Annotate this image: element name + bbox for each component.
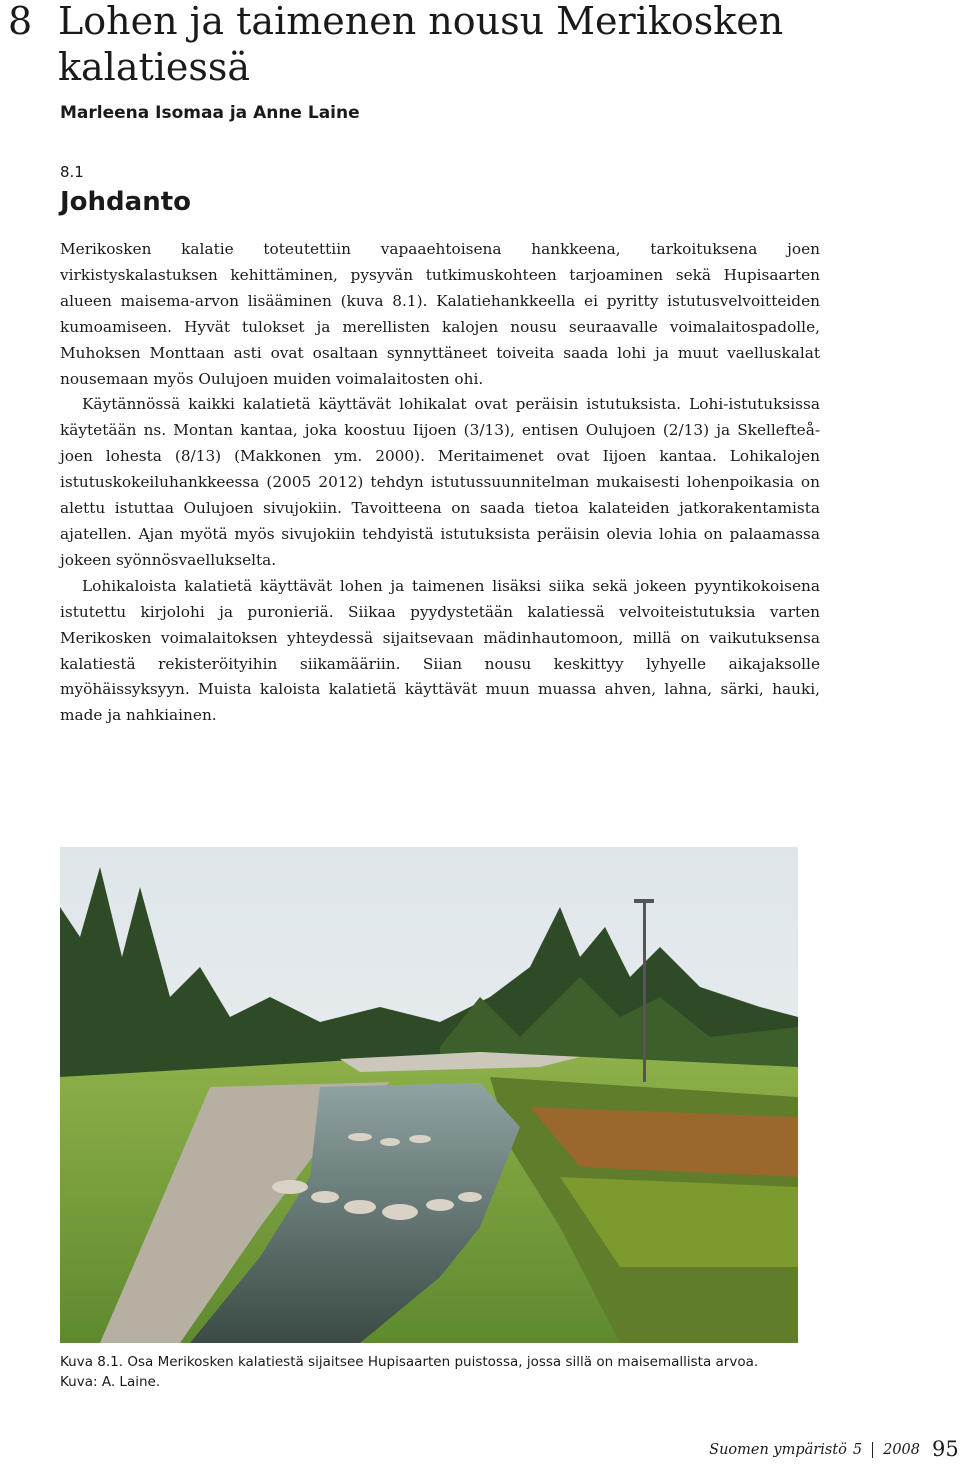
body-text — [60, 237, 820, 729]
chapter-title: Lohen ja taimenen nousu Merikosken kalatiessä — [58, 0, 784, 89]
authors: Marleena Isomaa ja Anne Laine — [60, 103, 360, 123]
section-number: 8.1 — [60, 163, 84, 181]
chapter-number: 8 — [8, 0, 33, 43]
section-title: Johdanto — [60, 187, 192, 217]
figure-photo — [60, 847, 798, 1343]
issue-number: 5 — [852, 1442, 863, 1458]
paragraph: Käytännössä kaikki kalatietä käyttävät lohikalat ovat peräisin istutuksista. Lohi-istutuksissa käytetään ns. Montan kantaa, joka koostuu Iijoen (3/13), entisen Oulujoen (2/13) ja Skellefteå-joen lohesta (8/13) (Makkonen ym. 2000). Meritaimenet ovat Iijoen kantaa. Lohikalojen istutuskokeiluhankkeessa (2005 2012) tehdyn istutussuunnitelman mukaisesti lohenpoikasia on alettu istuttaa Oulujoen sivujokiin. Tavoitteena on saada tietoa kalateiden jatkorakentamista ajatellen. Ajan myötä myös sivujokiin tehdyistä istutuksista peräisin olevia lohia on palaamassa jokeen syönnösvaellukselta. — [60, 395, 820, 569]
caption-credit: Kuva: A. Laine. — [60, 1374, 161, 1390]
caption-line: Kuva 8.1. Osa Merikosken kalatiestä sijaitsee Hupisaarten puistossa, jossa sillä on maisemallista arvoa. — [60, 1354, 759, 1370]
figure-caption — [60, 1352, 860, 1392]
paragraph: Merikosken kalatie toteutettiin vapaaehtoisena hankkeena, tarkoituksena joen virkistyskalastuksen kehittäminen, pysyvän tutkimuskohteen tarjoaminen sekä Hupisaarten alueen maisema-arvon lisääminen (kuva 8.1). Kalatiehankkeella ei pyritty istutusvelvoitteiden kumoamiseen. Hyvät tulokset ja merellisten kalojen nousu seuraavalle voimalaitospadolle, Muhoksen Monttaan asti ovat osaltaan synnyttäneet toiveita saada lohi ja muut vaelluskalat nousemaan myös Oulujoen muiden voimalaitosten ohi. — [60, 240, 820, 388]
separator — [872, 1442, 873, 1458]
paragraph: Lohikaloista kalatietä käyttävät lohen ja taimenen lisäksi siika sekä jokeen pyyntikokoisena istutettu kirjolohi ja puronieriä. Siikaa pyydystetään kalatiessä velvoiteistutuksia varten Merikosken voimalaitoksen yhteydessä sijaitsevaan mädinhautomoon, millä on vaikutuksensa kalatiestä rekisteröityihin siikamääriin. Siian nousu keskittyy lyhyelle aikajaksolle myöhäissyksyyn. Muista kaloista kalatietä käyttävät muun muassa ahven, lahna, särki, hauki, made ja nahkiainen. — [60, 576, 820, 725]
year: 2008 — [883, 1442, 920, 1458]
publication-name: Suomen ympäristö — [709, 1442, 847, 1458]
page-number: 95 — [932, 1437, 959, 1461]
footer — [709, 1442, 920, 1458]
